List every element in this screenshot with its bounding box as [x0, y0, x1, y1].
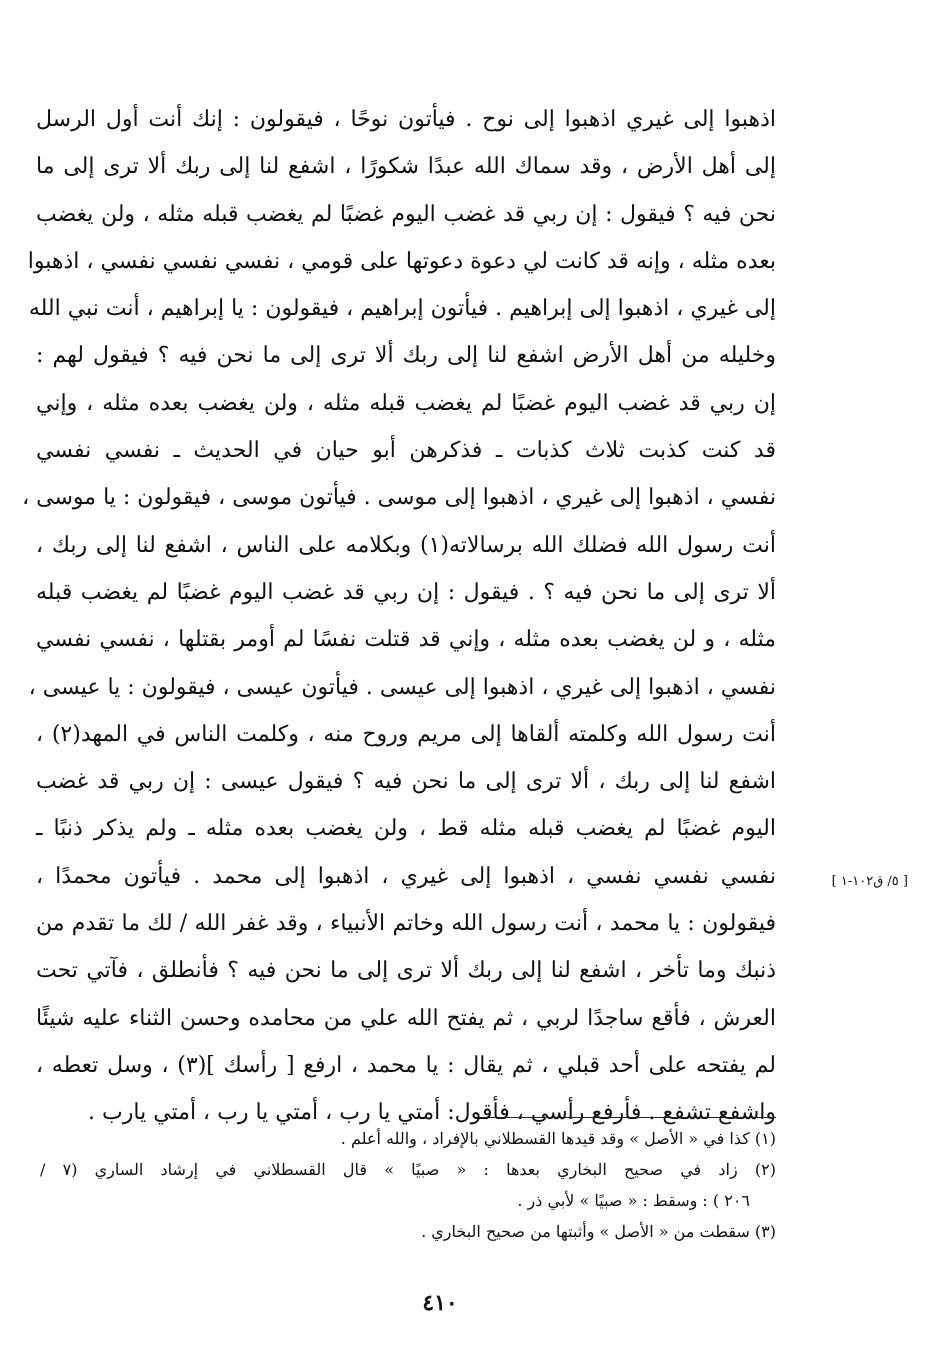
footnote-3: (٣) سقطت من « الأصل » وأثبتها من صحيح البخاري .	[421, 1222, 776, 1241]
body-line: إلى أهل الأرض ، وقد سماك الله عبدًا شكورًا ، اشفع لنا إلى ربك ألا ترى إلى ما	[36, 154, 776, 180]
body-line: قد كنت كذبت ثلاث كذبات ـ فذكرهن أبو حيان في الحديث ـ نفسي نفسي	[36, 438, 776, 464]
body-line: بعده مثله ، وإنه قد كانت لي دعوة دعوتها على قومي ، نفسي نفسي نفسي ، اذهبوا	[27, 248, 776, 274]
body-line: إن ربي قد غضب اليوم غضبًا لم يغضب قبله مثله ، ولن يغضب بعده مثله ، وإني	[36, 390, 776, 416]
manuscript-folio-note: [ ٥/ ق١٠٢-١ ]	[831, 874, 908, 889]
body-line: نفسي ، اذهبوا إلى غيري ، اذهبوا إلى عيسى . فيأتون عيسى ، فيقولون : يا عيسى ،	[28, 674, 776, 700]
footnote-separator	[480, 1117, 776, 1118]
body-line: أنت رسول الله وكلمته ألقاها إلى مريم وروح منه ، وكلمت الناس في المهد(٢) ،	[36, 721, 776, 747]
body-line: ذنبك وما تأخر ، اشفع لنا إلى ربك ألا ترى إلى ما نحن فيه ؟ فأنطلق ، فآتي تحت	[36, 958, 776, 984]
body-line: اذهبوا إلى غيري اذهبوا إلى نوح . فيأتون نوحًا ، فيقولون : إنك أنت أول الرسل	[36, 107, 776, 132]
body-line: مثله ، و لن يغضب بعده مثله ، وإني قد قتلت نفسًا لم أومر بقتلها ، نفسي نفسي	[36, 627, 776, 653]
body-line: اليوم غضبًا لم يغضب قبله مثله قط ، ولن يغضب بعده مثله ـ ولم يذكر ذنبًا ـ	[36, 816, 776, 842]
body-line: ألا ترى إلى ما نحن فيه ؟ . فيقول : إن ربي قد غضب اليوم غضبًا لم يغضب قبله	[36, 579, 776, 605]
body-line: نفسي ، اذهبوا إلى غيري ، اذهبوا إلى موسى . فيأتون موسى ، فيقولون : يا موسى ،	[22, 485, 776, 511]
body-line: نفسي نفسي نفسي ، اذهبوا إلى غيري ، اذهبوا إلى محمد . فيأتون محمدًا ،	[36, 863, 776, 889]
footnotes	[40, 1123, 776, 1247]
body-line: نحن فيه ؟ فيقول : إن ربي قد غضب اليوم غضبًا لم يغضب قبله مثله ، ولن يغضب	[36, 201, 776, 227]
body-line: وخليله من أهل الأرض اشفع لنا إلى ربك ألا ترى إلى ما نحن فيه ؟ فيقول لهم :	[36, 343, 776, 369]
body-text	[22, 96, 776, 1137]
body-line: واشفع تشفع . فأرفع رأسي ، فأقول: أمتي يا رب ، أمتي يا رب ، أمتي يارب .	[88, 1100, 776, 1126]
footnote-2: (٢) زاد في صحيح البخاري بعدها : « صبيًا » قال القسطلاني في إرشاد الساري (٧ /	[40, 1160, 776, 1179]
page-number: ٤١٠	[422, 1290, 458, 1316]
body-line: اشفع لنا إلى ربك ، ألا ترى إلى ما نحن فيه ؟ فيقول عيسى : إن ربي قد غضب	[36, 769, 776, 795]
body-line: أنت رسول الله فضلك الله برسالاته(١) وبكلامه على الناس ، اشفع لنا إلى ربك ،	[36, 532, 776, 558]
body-line: إلى غيري ، اذهبوا إلى إبراهيم . فيأتون إبراهيم ، فيقولون : يا إبراهيم ، أنت نبي الله	[28, 296, 776, 322]
body-line: العرش ، فأقع ساجدًا لربي ، ثم يفتح الله علي من محامده وحسن الثناء عليه شيئًا	[36, 1005, 776, 1031]
body-line: لم يفتحه على أحد قبلي ، ثم يقال : يا محمد ، ارفع [ رأسك ](٣) ، وسل تعطه ،	[36, 1052, 776, 1078]
body-line: فيقولون : يا محمد ، أنت رسول الله وخاتم الأنبياء ، وقد غفر الله / لك ما تقدم من	[36, 911, 776, 937]
footnote-2-continuation: ٢٠٦ ) : وسقط : « صبيًا » لأبي ذر .	[517, 1191, 750, 1210]
footnote-1: (١) كذا في « الأصل » وقد قيدها القسطلاني بالإفراد ، والله أعلم .	[340, 1129, 776, 1148]
